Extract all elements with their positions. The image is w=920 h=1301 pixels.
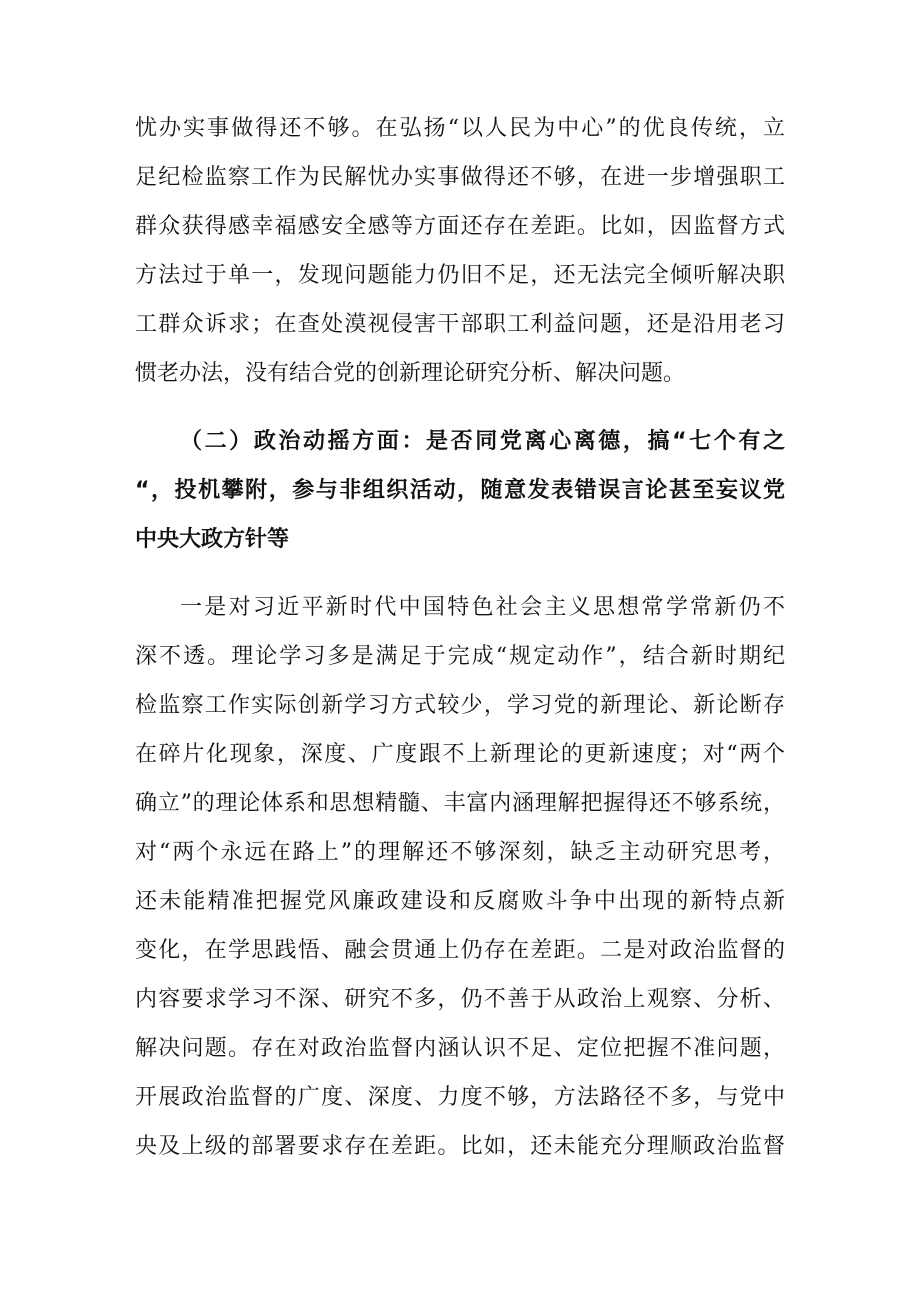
paragraph-line: 方法过于单一，发现问题能力仍旧不足，还无法完全倾听解决职 [135, 263, 785, 288]
paragraph-line: 对“两个永远在路上”的理解还不够深刻，缺乏主动研究思考， [135, 840, 785, 865]
paragraph-line: 内容要求学习不深、研究不多，仍不善于从政治上观察、分析、 [135, 987, 785, 1012]
heading-line: 中央大政方针等 [135, 527, 290, 552]
heading-line: “，投机攀附，参与非组织活动，随意发表错误言论甚至妄议党 [135, 478, 785, 503]
heading-line: （二）政治动摇方面：是否同党离心离德，搞“七个有之 [180, 429, 785, 454]
paragraph-line: 变化，在学思践悟、融会贯通上仍存在差距。二是对政治监督的 [135, 938, 785, 963]
paragraph-line: 一是对习近平新时代中国特色社会主义思想常学常新仍不 [180, 595, 785, 620]
paragraph-line: 惯老办法，没有结合党的创新理论研究分析、解决问题。 [135, 361, 686, 386]
paragraph-line: 忧办实事做得还不够。在弘扬“以人民为中心”的优良传统，立 [135, 116, 785, 141]
paragraph-line: 确立”的理论体系和思想精髓、丰富内涵理解把握得还不够系统， [135, 791, 785, 816]
paragraph-line: 开展政治监督的广度、深度、力度不够，方法路径不多，与党中 [135, 1085, 785, 1110]
paragraph-line: 央及上级的部署要求存在差距。比如，还未能充分理顺政治监督 [135, 1134, 785, 1159]
paragraph-line: 群众获得感幸福感安全感等方面还存在差距。比如，因监督方式 [135, 214, 785, 239]
paragraph-line: 检监察工作实际创新学习方式较少，学习党的新理论、新论断存 [135, 693, 785, 718]
paragraph-line: 还未能精准把握党风廉政建设和反腐败斗争中出现的新特点新 [135, 889, 785, 914]
paragraph-line: 足纪检监察工作为民解忧办实事做得还不够，在进一步增强职工 [135, 165, 785, 190]
paragraph-line: 深不透。理论学习多是满足于完成“规定动作”，结合新时期纪 [135, 644, 785, 669]
paragraph-line: 解决问题。存在对政治监督内涵认识不足、定位把握不准问题， [135, 1036, 785, 1061]
paragraph-line: 在碎片化现象，深度、广度跟不上新理论的更新速度；对“两个 [135, 742, 785, 767]
paragraph-line: 工群众诉求；在查处漠视侵害干部职工利益问题，还是沿用老习 [135, 312, 785, 337]
